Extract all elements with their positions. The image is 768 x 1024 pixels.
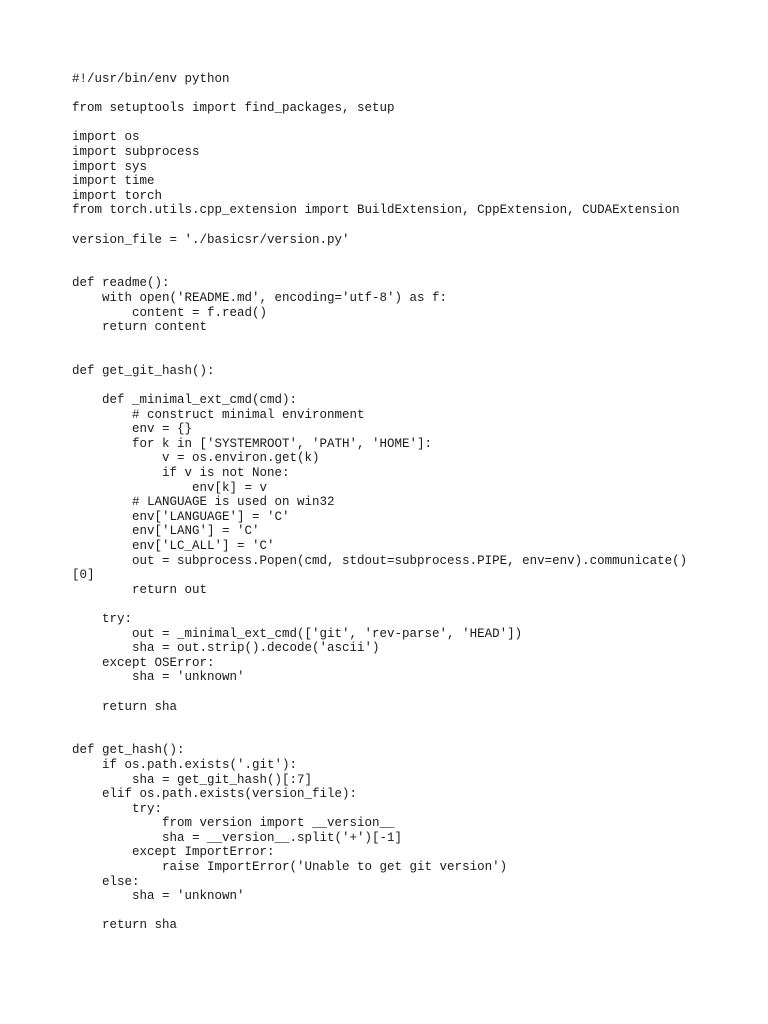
code-line: def _minimal_ext_cmd(cmd): [72,393,298,408]
code-line [72,714,687,729]
code-line: # construct minimal environment [72,407,365,422]
code-line: sha = out.strip().decode('ascii') [72,641,380,656]
code-line: sha = 'unknown' [72,670,245,685]
code-line: import os [72,130,140,145]
code-line: env['LC_ALL'] = 'C' [72,539,275,553]
code-line [72,597,687,612]
code-line [72,335,687,350]
code-line: from version import __version__ [72,816,395,831]
code-line [72,116,687,131]
code-line: env = {} [72,422,193,437]
code-line: # LANGUAGE is used on win32 [72,495,335,510]
code-line [72,378,687,393]
code-line [72,87,687,102]
code-line: return out [72,582,208,597]
code-line: def readme(): [72,276,170,291]
code-line [72,218,687,233]
code-line [72,349,687,364]
code-line: out = subprocess.Popen(cmd, stdout=subprocess.PIPE, env=env).communicate() [72,553,688,568]
code-line: import sys [72,159,148,174]
code-line: [0] [72,568,95,583]
code-line [72,247,687,262]
code-line [72,685,687,700]
code-line: except OSError: [72,655,215,670]
code-line: except ImportError: [72,845,275,860]
code-line: from torch.utils.cpp_extension import BuildExtension, CppExtension, CUDAExtension [72,203,680,218]
code-line: return sha [72,918,178,933]
code-line: content = f.read() [72,305,268,320]
code-line: return sha [72,699,178,714]
code-line: sha = get_git_hash()[:7] [72,772,313,787]
code-line: return content [72,320,208,335]
code-line: out = _minimal_ext_cmd(['git', 'rev-parse', 'HEAD']) [72,626,523,641]
code-line: raise ImportError('Unable to get git version') [72,860,508,875]
code-line: with open('README.md', encoding='utf-8') as f: [72,290,448,305]
code-line [72,262,687,277]
code-line: def get_hash(): [72,743,185,758]
code-line: try: [72,801,163,816]
code-line: env['LANGUAGE'] = 'C' [72,509,290,524]
code-line: version_file = './basicsr/version.py' [72,232,350,247]
code-line: if os.path.exists('.git'): [72,757,298,772]
code-line: sha = 'unknown' [72,889,245,904]
code-line: env[k] = v [72,480,268,495]
code-line: import subprocess [72,144,200,159]
code-line: #!/usr/bin/env python [72,72,230,86]
code-line: env['LANG'] = 'C' [72,524,260,539]
code-line: import time [72,174,155,189]
code-line: sha = __version__.split('+')[-1] [72,830,403,845]
code-line: try: [72,611,133,626]
code-line: if v is not None: [72,466,290,481]
code-line: elif os.path.exists(version_file): [72,787,358,802]
code-line: import torch [72,188,163,203]
code-line: def get_git_hash(): [72,363,215,378]
code-line: else: [72,874,140,889]
code-line: from setuptools import find_packages, setup [72,101,395,116]
code-line [72,729,687,744]
code-line: v = os.environ.get(k) [72,451,320,466]
code-line: for k in ['SYSTEMROOT', 'PATH', 'HOME']: [72,436,433,451]
code-listing [72,72,687,933]
code-line [72,904,687,919]
